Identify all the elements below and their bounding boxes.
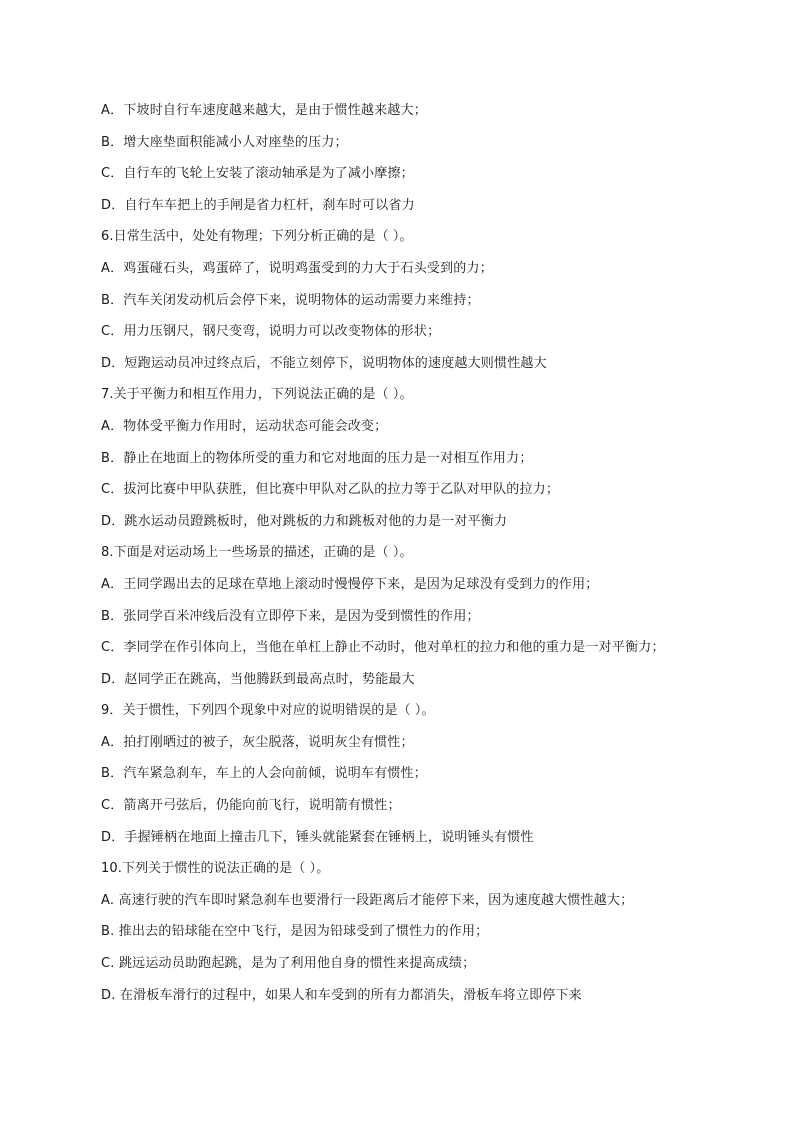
question-6-stem: 6.日常生活中，处处有物理；下列分析正确的是（ ）。: [101, 229, 413, 245]
option-9-b: B．汽车紧急刹车，车上的人会向前倾，说明车有惯性；: [101, 766, 427, 782]
question-8-stem: 8.下面是对运动场上一些场景的描述，正确的是（ ）。: [101, 545, 413, 561]
question-text-block: [101, 100, 701, 1016]
option-6-d: D．短跑运动员冲过终点后，不能立刻停下，说明物体的速度越大则惯性越大: [101, 355, 547, 371]
question-7-stem: 7.关于平衡力和相互作用力，下列说法正确的是（ ）。: [101, 387, 413, 403]
option-7-d: D．跳水运动员蹬跳板时，他对跳板的力和跳板对他的力是一对平衡力: [101, 513, 508, 529]
option-9-a: A．拍打刚晒过的被子，灰尘脱落，说明灰尘有惯性；: [101, 734, 414, 750]
question-9-stem: 9．关于惯性，下列四个现象中对应的说明错误的是（ ）。: [101, 703, 435, 719]
option-5-d: D．自行车车把上的手闸是省力杠杆，刹车时可以省力: [101, 197, 415, 213]
option-8-a: A．王同学踢出去的足球在草地上滚动时慢慢停下来，是因为足球没有受到力的作用；: [101, 576, 599, 592]
option-8-c: C．李同学在作引体向上，当他在单杠上静止不动时，他对单杠的拉力和他的重力是一对平衡力；: [101, 640, 665, 656]
option-5-b: B．增大座垫面积能减小人对座垫的压力；: [101, 134, 348, 150]
option-8-d: D．赵同学正在跳高，当他腾跃到最高点时，势能最大: [101, 671, 415, 687]
option-7-b: B．静止在地面上的物体所受的重力和它对地面的压力是一对相互作用力；: [101, 450, 533, 466]
option-6-b: B．汽车关闭发动机后会停下来，说明物体的运动需要力来维持；: [101, 292, 480, 308]
option-5-a: A．下坡时自行车速度越来越大，是由于惯性越来越大；: [101, 103, 427, 118]
option-9-c: C．箭离开弓弦后，仍能向前飞行，说明箭有惯性；: [101, 798, 401, 814]
option-7-c: C．拔河比赛中甲队获胜，但比赛中甲队对乙队的拉力等于乙队对甲队的拉力；: [101, 482, 560, 498]
option-7-a: A．物体受平衡力作用时，运动状态可能会改变；: [101, 418, 388, 434]
option-9-d: D．手握锤柄在地面上撞击几下，锤头就能紧套在锤柄上，说明锤头有惯性: [101, 829, 534, 845]
option-5-c: C．自行车的飞轮上安装了滚动轴承是为了减小摩擦；: [101, 166, 414, 182]
option-8-b: B．张同学百米冲线后没有立即停下来，是因为受到惯性的作用；: [101, 608, 480, 624]
option-10-b: B. 推出去的铅球能在空中飞行，是因为铅球受到了惯性力的作用；: [101, 924, 489, 940]
option-10-d: D. 在滑板车滑行的过程中，如果人和车受到的所有力都消失，滑板车将立即停下来: [101, 987, 582, 1003]
option-6-c: C．用力压钢尺，钢尺变弯，说明力可以改变物体的形状；: [101, 324, 441, 340]
option-10-c: C. 跳远运动员助跑起跳，是为了利用他自身的惯性来提高成绩；: [101, 956, 476, 972]
option-6-a: A．鸡蛋碰石头，鸡蛋碎了，说明鸡蛋受到的力大于石头受到的力；: [101, 260, 493, 276]
option-10-a: A. 高速行驶的汽车即时紧急刹车也要滑行一段距离后才能停下来，因为速度越大惯性越大；: [101, 892, 634, 908]
question-10-stem: 10.下列关于惯性的说法正确的是（ ）。: [101, 861, 330, 877]
